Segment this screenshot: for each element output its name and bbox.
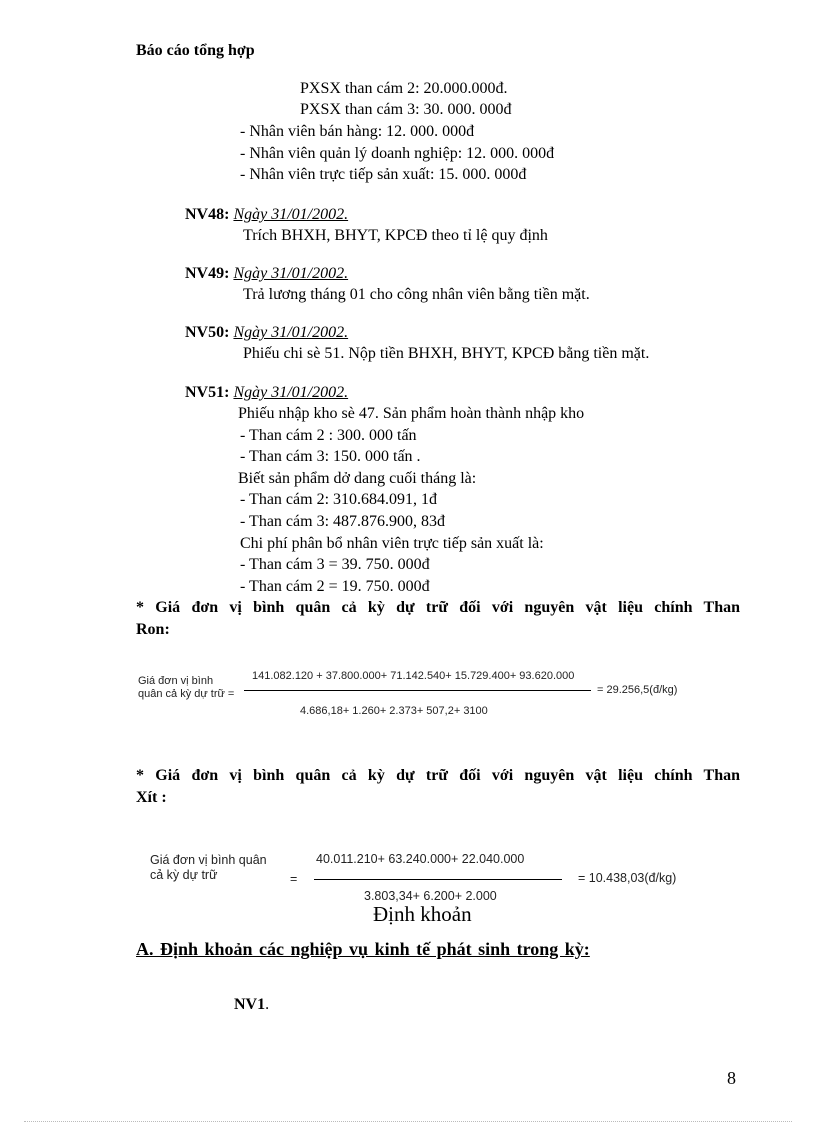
ron-heading-line2: Ron:: [136, 621, 170, 638]
section-a-heading: A. Định khoản các nghiệp vụ kinh tế phát sinh trong kỳ:: [136, 939, 590, 959]
nv51-line: - Than cám 2 : 300. 000 tấn: [240, 427, 417, 444]
ron-heading-line1: * Giá đơn vị bình quân cả kỳ dự trữ đối với nguyên vật liệu chính Than: [136, 599, 740, 616]
nv48-text: Trích BHXH, BHYT, KPCĐ theo tỉ lệ quy định: [243, 227, 548, 244]
nv49-heading: [185, 265, 348, 283]
nv51-heading: [185, 384, 348, 402]
nv48-label: NV48:: [185, 206, 230, 223]
line-nv-ban-hang: - Nhân viên bán hàng: 12. 000. 000đ: [240, 123, 475, 140]
line-nv-quan-ly: - Nhân viên quản lý doanh nghiệp: 12. 000. 000đ: [240, 145, 555, 162]
xit-formula-numerator: 40.011.210+ 63.240.000+ 22.040.000: [316, 852, 525, 866]
nv51-line: Biết sản phẩm dở dang cuối tháng là:: [238, 470, 477, 487]
nv51-line: - Than cám 2: 310.684.091, 1đ: [240, 491, 438, 508]
xit-formula-label-line1: Giá đơn vị bình quân: [150, 853, 267, 867]
xit-formula-equals: =: [290, 872, 298, 886]
line-pxsx-cam2: PXSX than cám 2: 20.000.000đ.: [300, 80, 508, 97]
nv51-label: NV51:: [185, 384, 230, 401]
xit-formula-label: [150, 853, 267, 883]
nv49-label: NV49:: [185, 265, 230, 282]
nv49-text: Trả lương tháng 01 cho công nhân viên bằng tiền mặt.: [243, 286, 590, 303]
xit-formula-result: = 10.438,03(đ/kg): [578, 871, 677, 885]
page-bottom-dotted-border: [24, 1121, 792, 1122]
xit-formula-label-line2: cả kỳ dự trữ: [150, 868, 218, 882]
nv51-date: Ngày 31/01/2002.: [233, 384, 349, 401]
nv51-line: - Than cám 3 = 39. 750. 000đ: [240, 556, 430, 573]
nv51-line: - Than cám 2 = 19. 750. 000đ: [240, 578, 430, 595]
nv50-text: Phiếu chi sè 51. Nộp tiền BHXH, BHYT, KPCĐ bằng tiền mặt.: [243, 345, 650, 362]
line-pxsx-cam3: PXSX than cám 3: 30. 000. 000đ: [300, 101, 512, 118]
ron-formula-label-line1: Giá đơn vị bình: [138, 675, 214, 687]
nv51-line: Chi phí phân bổ nhân viên trực tiếp sản xuất là:: [240, 535, 544, 552]
ron-formula-denominator: 4.686,18+ 1.260+ 2.373+ 507,2+ 3100: [300, 705, 488, 717]
nv48-date: Ngày 31/01/2002.: [233, 206, 349, 223]
nv48-heading: [185, 206, 348, 224]
nv1-suffix: .: [265, 996, 270, 1013]
ron-formula-numerator: 141.082.120 + 37.800.000+ 71.142.540+ 15.729.400+ 93.620.000: [252, 670, 575, 682]
ron-fraction-bar: [244, 690, 591, 691]
report-title: Báo cáo tổng hợp: [136, 42, 255, 59]
xit-formula-denominator: 3.803,34+ 6.200+ 2.000: [364, 889, 497, 903]
nv1-label: NV1: [234, 996, 266, 1013]
nv51-line: Phiếu nhập kho sè 47. Sản phẩm hoàn thành nhập kho: [238, 405, 585, 422]
nv50-label: NV50:: [185, 324, 230, 341]
ron-formula-label-line2: quân cả kỳ dự trữ =: [138, 688, 235, 700]
ron-formula-result: = 29.256,5(đ/kg): [597, 684, 678, 696]
line-nv-truc-tiep: - Nhân viên trực tiếp sản xuất: 15. 000. 000đ: [240, 166, 527, 183]
page-number: 8: [727, 1068, 736, 1088]
nv49-date: Ngày 31/01/2002.: [233, 265, 349, 282]
nv51-line: - Than cám 3: 150. 000 tấn .: [240, 448, 421, 465]
dinh-khoan-title: Định khoản: [373, 902, 472, 926]
nv1-heading: [234, 996, 269, 1014]
xit-heading-line2: Xít :: [136, 789, 167, 806]
xit-heading-line1: * Giá đơn vị bình quân cả kỳ dự trữ đối với nguyên vật liệu chính Than: [136, 767, 740, 784]
nv51-line: - Than cám 3: 487.876.900, 83đ: [240, 513, 446, 530]
nv50-heading: [185, 324, 348, 342]
ron-formula-label: [138, 675, 234, 701]
xit-fraction-bar: [314, 879, 562, 880]
nv50-date: Ngày 31/01/2002.: [233, 324, 349, 341]
